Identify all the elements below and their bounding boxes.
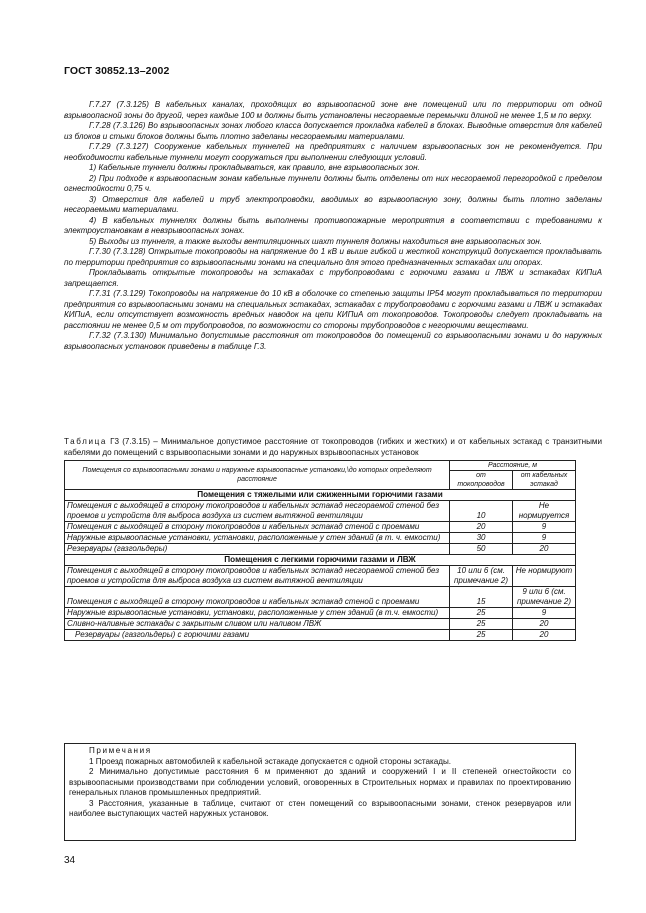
- condition-4: 4) В кабельных туннелях должны быть выполнены противопожарные мероприятия в соответствии с требованиями к электроустановкам в невзрывоопасных зонах.: [64, 215, 602, 235]
- table-caption: [64, 437, 602, 458]
- row-value-cable-racks: 9: [513, 608, 576, 619]
- table-row: [65, 566, 576, 587]
- column-header-cable-racks: от кабельных эстакад: [513, 471, 576, 490]
- note-1: 1 Проезд пожарных автомобилей к кабельной эстакаде допускается с одной стороны эстакады.: [89, 756, 452, 766]
- note-2: 2 Минимально допустимые расстояния 6 м применяют до зданий и сооружений I и II степеней огнестойкости со взрывоопасными производствами при соблюдении условий, оговоренных в Строительных нормах и правилах по проектированию генеральных планов промышленных предприятий.: [69, 767, 571, 797]
- row-value-conductors: 25: [450, 630, 513, 641]
- row-name: Сливно-наливные эстакады с закрытым сливом или наливом ЛВЖ: [65, 619, 450, 630]
- paragraph-g7-32: Г.7.32 (7.3.130) Минимально допустимые расстояния от токопроводов до помещений со взрывоопасными зонами и до наружных взрывоопасных установок приведены в таблице Г.3.: [64, 331, 602, 351]
- notes-title: Примечания: [89, 746, 152, 755]
- table-caption-text: Г3 (7.3.15) – Минимальное допустимое расстояние от токопроводов (гибких и жестких) и от кабельных эстакад с транзитными кабелями до помещений с взрывоопасными зонами и до наружных взрывоопасных установок: [64, 437, 603, 457]
- table-row: [65, 630, 576, 641]
- row-name: Резервуары (газгольдеры): [65, 544, 450, 555]
- column-header-distance: Расстояние, м: [450, 461, 576, 471]
- condition-3: 3) Отверстия для кабелей и труб электропроводки, вводимых во взрывоопасную зону, должны быть плотно заделаны несгораемыми материалами.: [64, 194, 602, 214]
- row-value-conductors: 50: [450, 544, 513, 555]
- paragraph-g7-31: Г.7.31 (7.3.129) Токопроводы на напряжение до 10 кВ в оболочке со степенью защиты IP54 могут прокладываться по территории предприятия со взрывоопасными зонами на специальных эстакадах, эстакадах с трубопроводами с горючими газами и ЛВЖ и эстакадах КИПиА, если отсутствует возможность вредных наводок на цепи КИПиА от токопроводов. Токопроводы следует прокладывать на расстоянии не менее 0,5 м от трубопроводов, по возможности со стороны трубопроводов с негорючими веществами.: [64, 289, 602, 330]
- row-value-cable-racks: 9: [513, 533, 576, 544]
- row-name: Помещения с выходящей в сторону токопроводов и кабельных эстакад несгораемой стеной без проемов и устройств для выброса воздуха из систем вытяжной вентиляции: [65, 501, 450, 522]
- row-value-cable-racks: Не нормируют: [513, 566, 576, 587]
- table-label: Таблица: [64, 437, 107, 446]
- row-value-conductors: 25: [450, 608, 513, 619]
- standard-header: ГОСТ 30852.13–2002: [64, 65, 170, 77]
- page-number: 34: [64, 855, 76, 866]
- table-row: [65, 608, 576, 619]
- row-name: Резервуары (газгольдеры) с горючими газами: [65, 630, 450, 641]
- paragraph-g7-27: Г.7.27 (7.3.125) В кабельных каналах, проходящих во взрывоопасной зоне вне помещений или по территории от одной взрывоопасной зоны до другой, через каждые 100 м должны быть установлены несгораемые перемычки длиной не менее 1,5 м по верху.: [64, 100, 602, 120]
- row-value-cable-racks: 9 или 6 (см. примечание 2): [513, 587, 576, 608]
- condition-5: 5) Выходы из туннеля, а также выходы вентиляционных шахт туннеля должны находиться вне взрывоопасных зон.: [89, 236, 542, 246]
- row-value-conductors: 20: [450, 522, 513, 533]
- condition-1: 1) Кабельные туннели должны прокладываться, как правило, вне взрывоопасных зон.: [89, 163, 420, 172]
- row-name: Помещения с выходящей в сторону токопроводов и кабельных эстакад стеной с проемами: [65, 587, 450, 608]
- row-value-conductors: 30: [450, 533, 513, 544]
- row-value-conductors: 25: [450, 619, 513, 630]
- table-row: [65, 533, 576, 544]
- row-value-conductors: 10 или 6 (см. примечание 2): [450, 566, 513, 587]
- note-3: 3 Расстояния, указанные в таблице, считают от стен помещений со взрывоопасными зонами, стенок резервуаров или наиболее выступающих частей наружных установок.: [69, 798, 571, 818]
- table-row: [65, 587, 576, 608]
- table-header-row: [65, 461, 576, 471]
- table-row: [65, 501, 576, 522]
- row-value-cable-racks: 20: [513, 544, 576, 555]
- distance-table: [64, 460, 576, 641]
- row-value-cable-racks: 20: [513, 619, 576, 630]
- row-name: Помещения с выходящей в сторону токопроводов и кабельных эстакад несгораемой стеной без проемов и устройств для выброса воздуха из систем вытяжной вентиляции: [65, 566, 450, 587]
- row-name: Наружные взрывоопасные установки, установки, расположенные у стен зданий (в т.ч. емкости): [65, 608, 450, 619]
- table-row: [65, 619, 576, 630]
- row-value-cable-racks: 20: [513, 630, 576, 641]
- group-light-gases-row: [65, 555, 576, 566]
- row-value-conductors: 10: [450, 501, 513, 522]
- table-row: [65, 544, 576, 555]
- paragraph-g7-28: Г.7.28 (7.3.126) Во взрывоопасных зонах любого класса допускается прокладка кабелей в блоках. Выводные отверстия для кабелей из блоков и стыки блоков должны быть плотно заделаны несгораемыми материалами.: [64, 121, 602, 141]
- paragraph-g7-30: Г.7.30 (7.3.128) Открытые токопроводы на напряжение до 1 кВ и выше гибкой и жесткой конструкций допускается прокладывать по территории предприятия со взрывоопасными зонами на специально для этого предназначенных эстакадах или опорах.: [64, 247, 602, 267]
- group-heavy-gases-title: Помещения с тяжелыми или сжиженными горючими газами: [65, 490, 576, 501]
- column-header-conductors: от токопроводов: [450, 471, 513, 490]
- notes-box: [64, 743, 576, 841]
- row-value-conductors: 15: [450, 587, 513, 608]
- paragraph-g7-29: Г.7.29 (7.3.127) Сооружение кабельных туннелей на предприятиях с наличием взрывоопасных зон не рекомендуется. При необходимости кабельные туннели могут сооружаться при выполнении следующих условий.: [64, 142, 602, 162]
- group-heavy-gases-row: [65, 490, 576, 501]
- column-header-premises: Помещения со взрывоопасными зонами и наружные взрывоопасные установки,\до которых определяют расстояние: [65, 461, 450, 490]
- row-value-cable-racks: Не нормируется: [513, 501, 576, 522]
- table-row: [65, 522, 576, 533]
- group-light-gases-title: Помещения с легкими горючими газами и ЛВЖ: [65, 555, 576, 566]
- row-value-cable-racks: 9: [513, 522, 576, 533]
- body-text: [64, 100, 602, 352]
- row-name: Наружные взрывоопасные установки, установки, расположенные у стен зданий (в т. ч. емкости): [65, 533, 450, 544]
- row-name: Помещения с выходящей в сторону токопроводов и кабельных эстакад стеной с проемами: [65, 522, 450, 533]
- condition-2: 2) При подходе к взрывоопасным зонам кабельные туннели должны быть отделены от них несгораемой перегородкой с пределом огнестойкости 0,75 ч.: [64, 173, 602, 193]
- paragraph-conductors-ban: Прокладывать открытые токопроводы на эстакадах с трубопроводами с горючими газами и ЛВЖ и эстакадах КИПиА запрещается.: [64, 268, 602, 288]
